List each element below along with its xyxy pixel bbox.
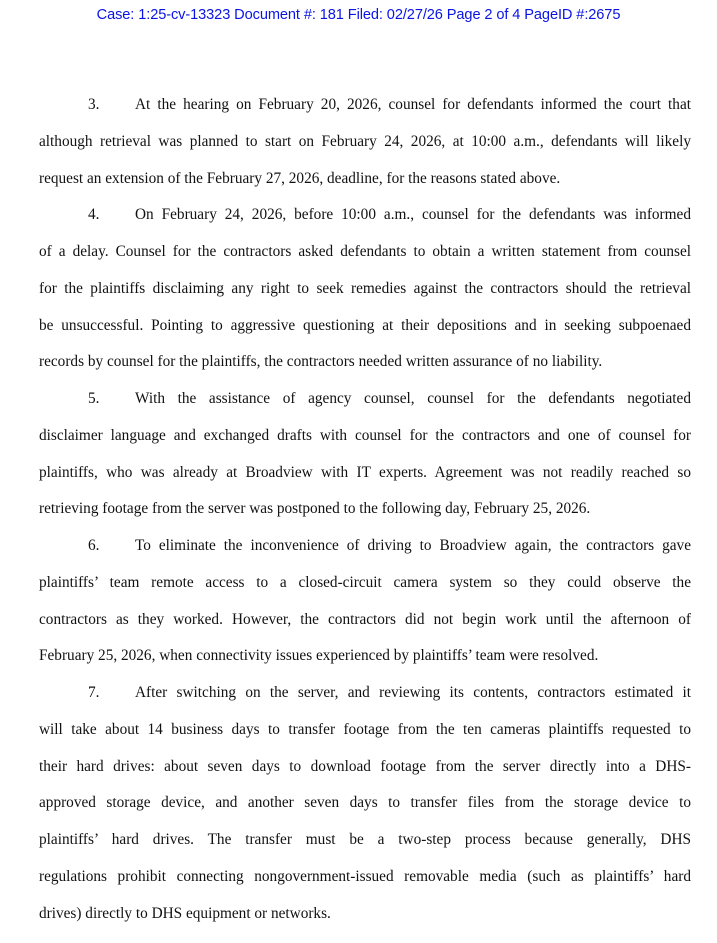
paragraph-line: drives) directly to DHS equipment or networks. xyxy=(39,904,331,922)
paragraph-line: approved storage device, and another seven days to transfer files from the storage device to xyxy=(39,794,691,812)
paragraph-line: their hard drives: about seven days to download footage from the server directly into a DHS- xyxy=(39,757,691,775)
paragraph-line: regulations prohibit connecting nongovernment-issued removable media (such as plaintiffs’ hard xyxy=(39,867,691,885)
paragraph-number: 4. xyxy=(88,206,100,224)
paragraph-line: plaintiffs’ team remote access to a closed-circuit camera system so they could observe the xyxy=(39,573,691,591)
paragraph-line: With the assistance of agency counsel, counsel for the defendants negotiated xyxy=(135,390,691,407)
case-header: Case: 1:25-cv-13323 Document #: 181 Filed: 02/27/26 Page 2 of 4 PageID #:2675 xyxy=(96,7,621,23)
paragraph-3 xyxy=(39,87,691,197)
paragraph-line: request an extension of the February 27, 2026, deadline, for the reasons stated above. xyxy=(39,169,561,187)
paragraph-line: plaintiffs, who was already at Broadview with IT experts. Agreement was not readily reached so xyxy=(39,463,691,481)
paragraph-number: 3. xyxy=(88,96,100,113)
paragraph-6 xyxy=(39,528,691,675)
paragraph-number: 6. xyxy=(88,537,100,554)
paragraph-line: retrieving footage from the server was postponed to the following day, February 25, 2026. xyxy=(39,500,591,518)
paragraph-line: although retrieval was planned to start on February 24, 2026, at 10:00 a.m., defendants will likely xyxy=(39,132,691,150)
paragraph-line: will take about 14 business days to transfer footage from the ten cameras plaintiffs requested to xyxy=(39,720,691,738)
paragraph-line: contractors as they worked. However, the contractors did not begin work until the afternoon of xyxy=(39,610,691,628)
paragraph-4 xyxy=(39,197,691,381)
paragraph-line: On February 24, 2026, before 10:00 a.m., counsel for the defendants was informed xyxy=(135,206,691,224)
paragraph-line: plaintiffs’ hard drives. The transfer must be a two-step process because generally, DHS xyxy=(39,831,691,848)
paragraph-line: for the plaintiffs disclaiming any right to seek remedies against the contractors should the retrieval xyxy=(39,279,691,297)
document-body xyxy=(39,87,691,932)
paragraph-number: 7. xyxy=(88,684,100,701)
paragraph-line: of a delay. Counsel for the contractors asked defendants to obtain a written statement from counsel xyxy=(39,243,691,260)
paragraph-line: February 25, 2026, when connectivity issues experienced by plaintiffs’ team were resolved. xyxy=(39,647,599,665)
paragraph-line: be unsuccessful. Pointing to aggressive questioning at their depositions and in seeking subpoenaed xyxy=(39,316,691,334)
paragraph-line: At the hearing on February 20, 2026, counsel for defendants informed the court that xyxy=(135,96,691,113)
paragraph-line: disclaimer language and exchanged drafts with counsel for the contractors and one of counsel for xyxy=(39,426,691,444)
paragraph-line: To eliminate the inconvenience of driving to Broadview again, the contractors gave xyxy=(135,537,691,554)
paragraph-number: 5. xyxy=(88,390,100,407)
paragraph-line: After switching on the server, and reviewing its contents, contractors estimated it xyxy=(135,684,691,701)
paragraph-5 xyxy=(39,381,691,528)
paragraph-line: records by counsel for the plaintiffs, the contractors needed written assurance of no liability. xyxy=(39,353,603,371)
paragraph-7 xyxy=(39,675,691,932)
